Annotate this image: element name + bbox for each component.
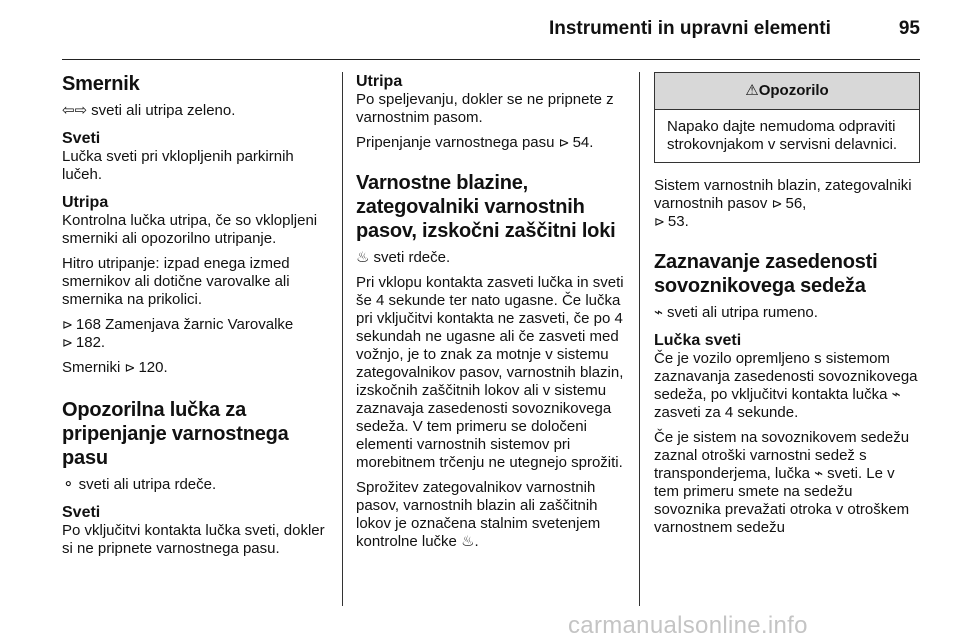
paragraph bbox=[654, 177, 920, 231]
text: 56, bbox=[785, 195, 807, 212]
warning-header bbox=[655, 73, 919, 110]
paragraph bbox=[654, 304, 920, 322]
text: sveti ali utripa rumeno. bbox=[667, 304, 818, 321]
page-ref-icon: ⊳ bbox=[62, 335, 73, 350]
text: 182. bbox=[75, 334, 106, 351]
text: sveti rdeče. bbox=[373, 249, 451, 266]
column-1 bbox=[62, 72, 330, 565]
header-rule bbox=[62, 59, 920, 60]
subheading-utripa: Utripa bbox=[62, 194, 109, 211]
text: zasveti za 4 sekunde. bbox=[654, 404, 799, 421]
warning-icon: ⚠ bbox=[745, 82, 759, 99]
paragraph: Lučka sveti pri vklopljenih parkirnih lučeh. bbox=[62, 148, 294, 183]
warning-text: Napako dajte nemudoma odpraviti strokovnjakom v servisni delavnici. bbox=[667, 118, 898, 153]
paragraph: Po vključitvi kontakta lučka sveti, dokler si ne pripnete varnostnega pasu. bbox=[62, 522, 325, 557]
paragraph bbox=[356, 249, 628, 267]
paragraph: Kontrolna lučka utripa, če so vklopljeni smerniki ali opozorilno utripanje. bbox=[62, 212, 318, 247]
spacer bbox=[356, 159, 628, 171]
spacer bbox=[654, 238, 920, 250]
column-3 bbox=[654, 72, 920, 544]
paragraph bbox=[62, 476, 330, 494]
paragraph bbox=[62, 359, 330, 377]
text: 53. bbox=[667, 213, 689, 230]
text: Pripenjanje varnostnega pasu bbox=[356, 134, 555, 151]
page-ref-icon: ⊳ bbox=[124, 360, 136, 375]
column-divider-2 bbox=[639, 72, 640, 606]
page-ref-icon: ⊳ bbox=[771, 196, 783, 211]
warning-box bbox=[654, 72, 920, 163]
watermark: carmanualsonline.info bbox=[568, 612, 808, 639]
airbag-icon: ♨ bbox=[461, 533, 475, 550]
text: 54. bbox=[572, 134, 594, 151]
paragraph: Po speljevanju, dokler se ne pripnete z varnostnim pasom. bbox=[356, 91, 614, 126]
passenger-seat-icon: ⌁ bbox=[891, 386, 901, 403]
turn-indicator-icon: ⇦⇨ bbox=[62, 102, 88, 119]
text: sveti ali utripa rdeče. bbox=[78, 476, 217, 493]
subheading-sveti-2: Sveti bbox=[62, 504, 101, 521]
passenger-seat-icon: ⌁ bbox=[654, 304, 664, 321]
airbag-icon: ♨ bbox=[356, 249, 370, 266]
heading-opozorilna: Opozorilna lučka za pripenjanje varnostnega pasu bbox=[62, 399, 289, 469]
page-ref-icon: ⊳ bbox=[558, 135, 570, 150]
page-header bbox=[62, 18, 920, 48]
page-ref-icon: ⊳ bbox=[62, 317, 73, 332]
warning-title: Opozorilo bbox=[758, 82, 829, 99]
subheading-utripa-2: Utripa bbox=[356, 73, 403, 90]
page-ref-icon: ⊳ bbox=[654, 214, 665, 229]
text: sveti. Le v tem primeru smete na sedežu sovoznika prevažati otroka v otroškem varnostnem sedežu bbox=[654, 465, 910, 536]
text: . bbox=[474, 533, 479, 550]
text: Če je sistem na sovoznikovem sedežu zaznal otroški varnostni sedež s transponderjema, lučka bbox=[654, 429, 910, 482]
paragraph bbox=[654, 429, 920, 537]
text: Sistem varnostnih blazin, zategovalniki varnostnih pasov bbox=[654, 177, 912, 212]
paragraph: Pri vklopu kontakta zasveti lučka in sveti še 4 sekunde ter nato ugasne. Če lučka pri vključitvi kontakta ne zasveti, če po 4 sekundah ne ugasne ali če zasveti med vožnjo, je to znak za motnje v sistemu zategovalnikov pasov, varnostnih blazin, izskočnih zaščitnih lokov ali v sistemu zaznavaja zasedenosti sovoznikovega sedeža. V tem primeru se določeni elementi varnostnih sistemov pri morebitnem trčenju ne utegnejo sprožiti. bbox=[356, 274, 624, 471]
text: 168 Zamenjava žarnic Varovalke bbox=[75, 316, 294, 333]
text: Če je vozilo opremljeno s sistemom zaznavanja zasedenosti sovoznikovega sedeža, po vključitvi kontakta lučka bbox=[654, 350, 918, 403]
text: Sprožitev zategovalnikov varnostnih pasov, varnostnih blazin ali zaščitnih lokov je označena stalnim svetenjem kontrolne lučke bbox=[356, 479, 601, 550]
passenger-seat-icon: ⌁ bbox=[814, 465, 824, 482]
seatbelt-icon: ⚬ bbox=[62, 476, 75, 493]
paragraph bbox=[654, 350, 920, 422]
heading-blazine: Varnostne blazine, zategovalniki varnostnih pasov, izskočni zaščitni loki bbox=[356, 172, 616, 242]
column-2 bbox=[356, 72, 628, 558]
heading-smernik: Smernik bbox=[62, 73, 140, 95]
page-number: 95 bbox=[898, 18, 920, 39]
header-title: Instrumenti in upravni elementi bbox=[548, 18, 831, 39]
paragraph bbox=[356, 479, 628, 551]
paragraph bbox=[62, 316, 330, 352]
text: 120. bbox=[138, 359, 168, 376]
column-divider-1 bbox=[342, 72, 343, 606]
paragraph bbox=[62, 102, 330, 120]
heading-zaznavanje: Zaznavanje zasedenosti sovoznikovega sedeža bbox=[654, 251, 878, 297]
text: Smerniki bbox=[62, 359, 121, 376]
subheading-lucka-sveti: Lučka sveti bbox=[654, 332, 742, 349]
subheading-sveti: Sveti bbox=[62, 130, 101, 147]
text: sveti ali utripa zeleno. bbox=[91, 102, 236, 119]
paragraph bbox=[356, 134, 628, 152]
spacer bbox=[62, 384, 330, 398]
paragraph: Hitro utripanje: izpad enega izmed smernikov ali dotične varovalke ali smernika na prikolici. bbox=[62, 255, 290, 308]
